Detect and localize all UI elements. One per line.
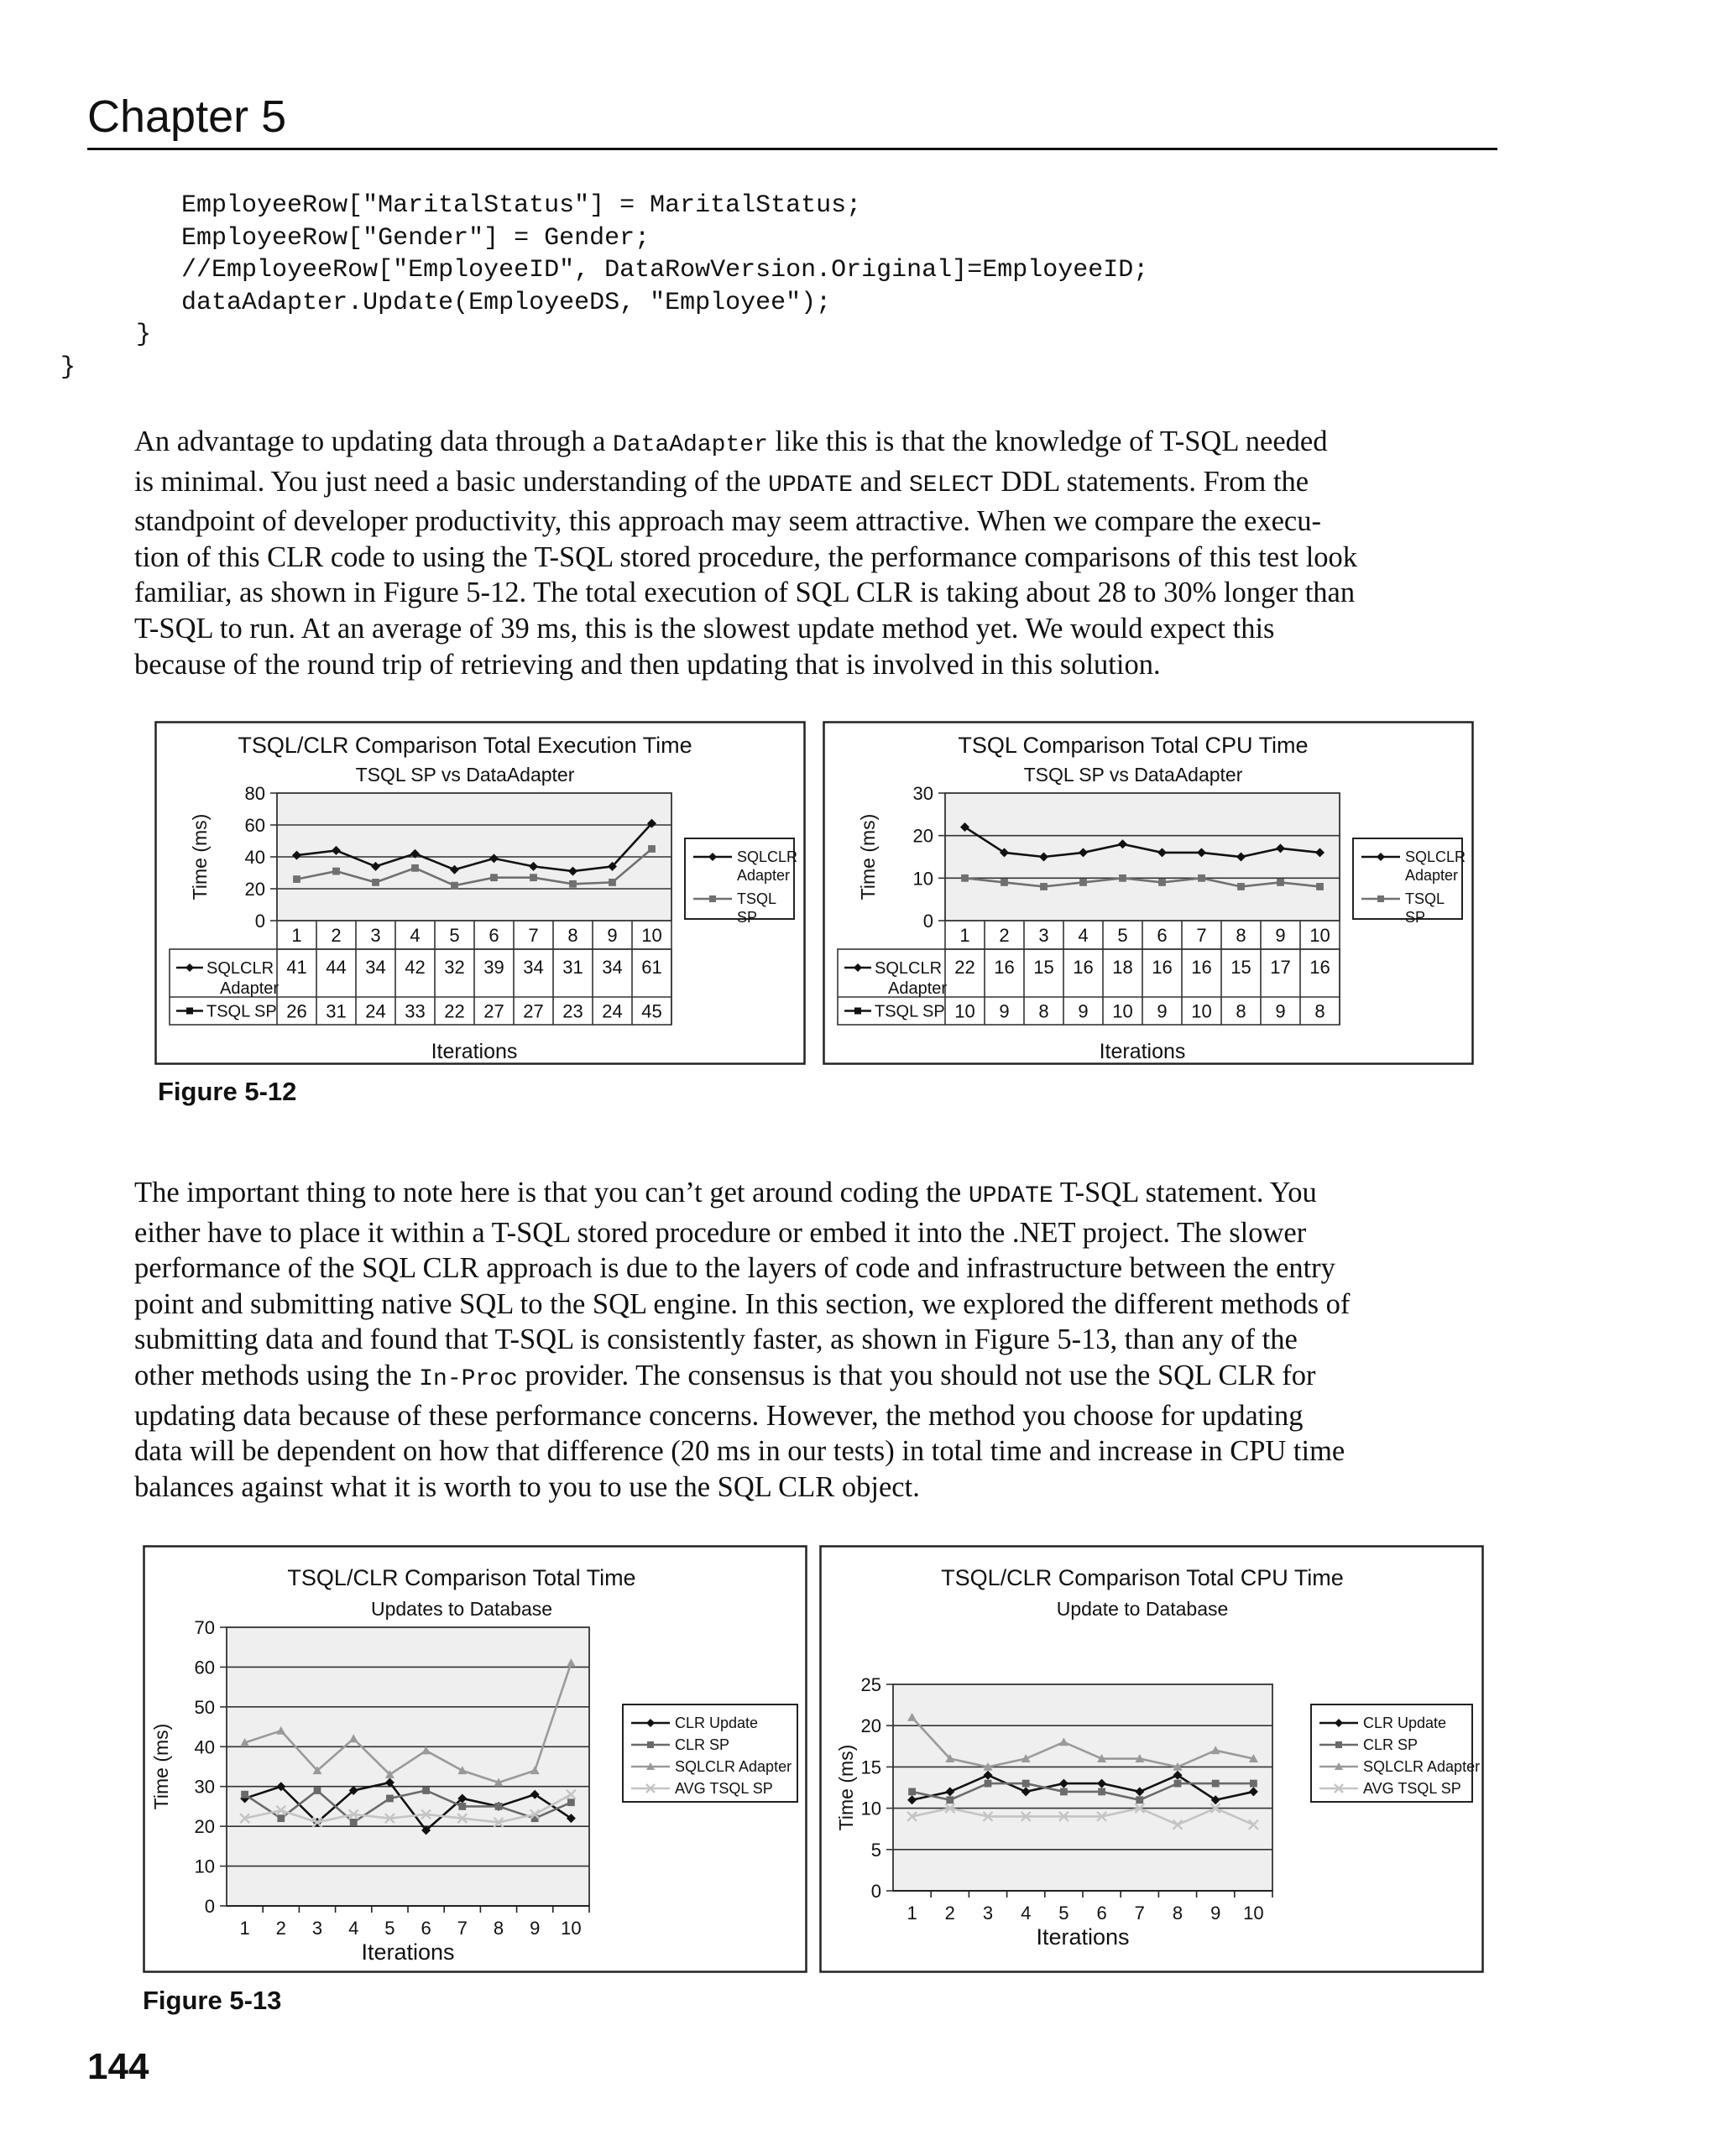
x-tick-label: 5: [384, 1918, 395, 1939]
data-point-tsql-sp: [451, 882, 458, 890]
data-point-tsql-sp: [1277, 879, 1284, 886]
table-legend-key-marker: [854, 1008, 861, 1015]
x-axis-label: Iterations: [1036, 1924, 1130, 1950]
x-tick-label: 7: [1196, 925, 1207, 946]
chart-title: TSQL/CLR Comparison Total CPU Time: [941, 1565, 1344, 1590]
data-point-clr-sp: [1022, 1780, 1030, 1788]
text-line: [134, 1175, 1494, 1215]
x-tick-label: 3: [311, 1918, 323, 1939]
y-axis-label: Time (ms): [150, 1723, 172, 1810]
data-label: 27: [523, 1000, 544, 1022]
chart-title: TSQL/CLR Comparison Total Execution Time: [238, 733, 692, 758]
data-label: 42: [405, 957, 426, 978]
legend-entry: CLR SP: [675, 1736, 730, 1753]
x-tick-label: 8: [1172, 1903, 1183, 1924]
data-point-clr-sp: [241, 1791, 248, 1798]
legend-entry: AVG TSQL SP: [1363, 1780, 1461, 1797]
y-tick-label: 20: [194, 1816, 215, 1838]
data-label: 39: [483, 957, 504, 978]
data-label: 18: [1112, 957, 1133, 978]
x-tick-label: 1: [907, 1903, 917, 1924]
data-point-clr-sp: [495, 1803, 503, 1810]
x-tick-label: 6: [489, 925, 499, 946]
x-tick-label: 5: [449, 925, 460, 946]
data-point-tsql-sp: [372, 879, 379, 886]
data-label: 22: [954, 957, 975, 978]
data-label: 61: [641, 957, 662, 978]
paragraph-1: [134, 424, 1494, 682]
legend-entry: TSQL: [737, 890, 777, 907]
x-tick-label: 6: [1157, 925, 1168, 946]
legend-key-marker: [1335, 1741, 1342, 1748]
legend-entry: SP: [737, 909, 758, 926]
x-tick-label: 3: [370, 925, 381, 946]
data-label: 10: [1112, 1000, 1133, 1022]
data-label: 17: [1270, 957, 1291, 978]
chart-total-cpu-time-adapter: [823, 721, 1474, 1065]
data-point-tsql-sp: [490, 874, 498, 881]
data-label: 15: [1033, 957, 1054, 978]
data-label: 8: [1038, 1000, 1049, 1022]
data-point-clr-sp: [277, 1814, 285, 1822]
x-tick-label: 6: [421, 1918, 431, 1939]
chart-subtitle: TSQL SP vs DataAdapter: [1023, 764, 1243, 786]
data-point-clr-sp: [567, 1798, 575, 1806]
y-tick-label: 30: [194, 1776, 215, 1798]
inline-code: DataAdapter: [613, 432, 768, 458]
data-label: 9: [1157, 1000, 1168, 1022]
data-label: 34: [365, 957, 386, 978]
code-block: [0, 190, 1148, 384]
x-tick-label: 10: [561, 1918, 582, 1939]
data-point-clr-sp: [1098, 1788, 1105, 1796]
data-label: 27: [483, 1000, 504, 1022]
legend-entry: SQLCLR Adapter: [675, 1758, 792, 1775]
chart-title: TSQL/CLR Comparison Total Time: [287, 1565, 636, 1590]
text-run: provider. The consensus is that you should not use the SQL CLR for: [517, 1359, 1316, 1391]
data-point-tsql-sp: [1198, 874, 1205, 882]
y-tick-label: 20: [244, 879, 265, 900]
x-tick-label: 10: [641, 925, 662, 946]
chart-subtitle: Update to Database: [1056, 1598, 1229, 1620]
chart-title: TSQL Comparison Total CPU Time: [958, 733, 1309, 758]
x-tick-label: 3: [982, 1903, 994, 1924]
table-row-label: Adapter: [220, 979, 280, 998]
data-point-clr-sp: [386, 1795, 394, 1803]
y-tick-label: 5: [870, 1839, 881, 1861]
y-tick-label: 20: [912, 825, 933, 847]
text-run: is minimal. You just need a basic understanding of the: [134, 465, 769, 498]
data-label: 22: [444, 1000, 465, 1022]
figure-5-12-caption: Figure 5-12: [158, 1077, 297, 1106]
data-label: 45: [641, 1000, 662, 1022]
page-number: 144: [87, 2046, 149, 2087]
text-line: [134, 1358, 1494, 1398]
data-point-tsql-sp: [961, 874, 969, 882]
text-line: either have to place it within a T-SQL stored procedure or embed it into the .NET project. The slower: [134, 1216, 1307, 1249]
text-line: standpoint of developer productivity, this approach may seem attractive. When we compare the execu-: [134, 505, 1321, 538]
data-point-clr-sp: [314, 1787, 321, 1794]
y-tick-label: 60: [244, 815, 265, 836]
y-tick-label: 0: [254, 911, 265, 932]
data-label: 34: [602, 957, 623, 978]
y-tick-label: 0: [870, 1881, 881, 1902]
data-label: 41: [286, 957, 307, 978]
legend-entry: CLR Update: [675, 1715, 759, 1731]
y-tick-label: 25: [860, 1674, 881, 1695]
data-point-clr-sp: [1136, 1796, 1143, 1804]
text-run: other methods using the: [134, 1359, 420, 1391]
text-line: [134, 464, 1494, 504]
data-point-clr-sp: [1250, 1780, 1257, 1788]
data-label: 24: [365, 1000, 386, 1022]
x-axis-label: Iterations: [361, 1939, 455, 1965]
code-line: EmployeeRow["MaritalStatus"] = MaritalStatus;: [0, 191, 862, 220]
data-label: 16: [1152, 957, 1173, 978]
data-point-tsql-sp: [332, 868, 340, 875]
x-tick-label: 2: [999, 925, 1010, 946]
y-tick-label: 40: [194, 1736, 215, 1758]
code-line: }: [0, 321, 152, 349]
data-label: 34: [523, 957, 544, 978]
y-tick-label: 50: [194, 1696, 215, 1718]
data-label: 16: [1073, 957, 1094, 978]
y-tick-label: 60: [194, 1657, 215, 1678]
data-label: 8: [1236, 1000, 1246, 1022]
code-line: EmployeeRow["Gender"] = Gender;: [0, 223, 651, 253]
chart-subtitle: TSQL SP vs DataAdapter: [355, 764, 575, 786]
data-label: 31: [562, 957, 583, 978]
paragraph-2: [134, 1175, 1494, 1505]
legend-entry: Adapter: [737, 867, 791, 884]
data-label: 9: [999, 1000, 1010, 1022]
y-tick-label: 0: [922, 911, 933, 932]
x-tick-label: 2: [944, 1903, 955, 1924]
y-axis-label: Time (ms): [189, 813, 211, 901]
data-label: 16: [1309, 957, 1330, 978]
text-run: and: [852, 465, 909, 498]
data-point-tsql-sp: [1158, 879, 1166, 886]
table-row-label: SQLCLR: [875, 959, 943, 978]
data-point-tsql-sp: [1040, 883, 1048, 890]
text-line: performance of the SQL CLR approach is due to the layers of code and infrastructure between the entry: [134, 1252, 1335, 1285]
x-tick-label: 1: [291, 925, 302, 946]
x-tick-label: 4: [348, 1918, 359, 1939]
data-label: 16: [1191, 957, 1212, 978]
data-point-clr-sp: [946, 1796, 954, 1804]
data-label: 8: [1314, 1000, 1325, 1022]
chart-total-time-updates: [143, 1545, 807, 1973]
x-tick-label: 7: [528, 925, 539, 946]
data-point-clr-sp: [1212, 1780, 1220, 1788]
y-tick-label: 15: [860, 1757, 881, 1778]
legend-entry: CLR SP: [1363, 1736, 1419, 1753]
data-label: 44: [326, 957, 347, 978]
x-tick-label: 9: [530, 1918, 541, 1939]
y-tick-label: 20: [860, 1715, 881, 1737]
data-label: 32: [444, 957, 465, 978]
x-tick-label: 1: [959, 925, 970, 946]
x-tick-label: 3: [1038, 925, 1049, 946]
text-line: point and submitting native SQL to the SQL engine. In this section, we explored the different methods of: [134, 1287, 1351, 1320]
table-row-label: Adapter: [888, 979, 948, 998]
legend-entry: AVG TSQL SP: [675, 1780, 773, 1797]
text-line: data will be dependent on how that difference (20 ms in our tests) in total time and increase in CPU time: [134, 1435, 1345, 1468]
data-point-tsql-sp: [530, 874, 537, 881]
text-line: tion of this CLR code to using the T-SQL stored procedure, the performance comparisons of this test look: [134, 540, 1358, 573]
figure-5-13-caption: Figure 5-13: [143, 1986, 282, 2015]
y-tick-label: 0: [204, 1896, 215, 1917]
data-point-clr-sp: [1060, 1788, 1068, 1796]
data-point-tsql-sp: [293, 875, 300, 883]
chart-total-cpu-time-updates: [819, 1545, 1484, 1973]
data-label: 33: [405, 1000, 426, 1022]
x-tick-label: 7: [1134, 1903, 1145, 1924]
legend-key-marker: [709, 895, 716, 902]
data-point-tsql-sp: [609, 879, 616, 886]
text-line: submitting data and found that T-SQL is consistently faster, as shown in Figure 5-13, than any of the: [134, 1323, 1298, 1356]
data-point-tsql-sp: [1119, 874, 1126, 882]
x-tick-label: 8: [1236, 925, 1246, 946]
x-axis-label: Iterations: [431, 1040, 518, 1063]
code-line: //EmployeeRow["EmployeeID", DataRowVersion.Original]=EmployeeID;: [0, 256, 1149, 285]
text-line: balances against what it is worth to you to use the SQL CLR object.: [134, 1470, 920, 1503]
text-run: The important thing to note here is that you can’t get around coding the: [134, 1177, 969, 1209]
legend-entry: TSQL: [1405, 890, 1445, 907]
data-label: 31: [326, 1000, 347, 1022]
legend-entry: SQLCLR: [1405, 848, 1466, 865]
text-line: because of the round trip of retrieving and then updating that is involved in this solution.: [134, 648, 1161, 681]
x-tick-label: 2: [275, 1918, 286, 1939]
legend-key-marker: [1377, 895, 1384, 902]
data-label: 10: [954, 1000, 975, 1022]
data-point-tsql-sp: [648, 845, 656, 853]
data-point-tsql-sp: [569, 880, 577, 888]
text-line: T-SQL to run. At an average of 39 ms, this is the slowest update method yet. We would expect this: [134, 612, 1275, 645]
data-point-tsql-sp: [1237, 883, 1245, 890]
data-point-tsql-sp: [1001, 879, 1008, 886]
y-tick-label: 10: [912, 868, 933, 890]
y-tick-label: 80: [244, 783, 265, 804]
y-tick-label: 10: [860, 1798, 881, 1819]
data-point-clr-sp: [985, 1780, 992, 1788]
y-axis-label: Time (ms): [835, 1744, 857, 1831]
data-point-clr-sp: [350, 1819, 358, 1826]
x-tick-label: 7: [457, 1918, 468, 1939]
inline-code: UPDATE: [768, 472, 853, 499]
x-tick-label: 8: [567, 925, 578, 946]
data-point-tsql-sp: [411, 864, 419, 872]
data-label: 10: [1191, 1000, 1212, 1022]
x-axis-label: Iterations: [1099, 1040, 1186, 1063]
data-point-clr-sp: [908, 1788, 916, 1796]
table-row-label: TSQL SP: [875, 1002, 945, 1021]
x-tick-label: 9: [607, 925, 618, 946]
data-label: 24: [602, 1000, 623, 1022]
data-label: 16: [994, 957, 1015, 978]
text-run: An advantage to updating data through a: [134, 425, 614, 457]
y-axis-label: Time (ms): [857, 813, 879, 901]
data-point-tsql-sp: [1316, 883, 1324, 890]
data-point-tsql-sp: [1079, 879, 1087, 886]
text-line: [134, 424, 1494, 464]
legend-entry: SQLCLR: [737, 848, 798, 865]
x-tick-label: 4: [1078, 925, 1089, 946]
legend-entry: SP: [1405, 909, 1426, 926]
legend-entry: Adapter: [1405, 867, 1459, 884]
data-point-clr-sp: [1174, 1780, 1182, 1788]
table-legend-key-marker: [186, 1008, 193, 1015]
x-tick-label: 6: [1096, 1903, 1107, 1924]
table-row-label: SQLCLR: [206, 959, 274, 978]
x-tick-label: 5: [1058, 1903, 1069, 1924]
legend-key-marker: [647, 1741, 654, 1748]
inline-code: In-Proc: [419, 1365, 518, 1392]
text-run: like this is that the knowledge of T-SQL needed: [767, 425, 1328, 457]
data-label: 23: [562, 1000, 583, 1022]
inline-code: UPDATE: [968, 1183, 1053, 1209]
y-tick-label: 30: [912, 783, 933, 804]
x-tick-label: 8: [493, 1918, 504, 1939]
data-label: 9: [1078, 1000, 1089, 1022]
legend-entry: SQLCLR Adapter: [1363, 1758, 1481, 1775]
data-label: 9: [1275, 1000, 1286, 1022]
x-tick-label: 10: [1243, 1903, 1264, 1924]
legend-entry: CLR Update: [1363, 1715, 1447, 1731]
text-run: DDL statements. From the: [993, 465, 1309, 498]
chapter-header: [87, 87, 1497, 150]
inline-code: SELECT: [908, 472, 994, 499]
table-row-label: TSQL SP: [206, 1002, 277, 1021]
x-tick-label: 4: [1021, 1903, 1032, 1924]
data-label: 26: [286, 1000, 307, 1022]
x-tick-label: 4: [410, 925, 421, 946]
chart-total-execution-time: [154, 721, 806, 1065]
text-line: updating data because of these performance concerns. However, the method you choose for updating: [134, 1399, 1304, 1432]
x-tick-label: 10: [1309, 925, 1330, 946]
chart-subtitle: Updates to Database: [370, 1598, 553, 1620]
y-tick-label: 70: [194, 1617, 215, 1638]
text-line: familiar, as shown in Figure 5-12. The total execution of SQL CLR is taking about 28 to 30% longer than: [134, 577, 1356, 609]
code-line: dataAdapter.Update(EmployeeDS, "Employee");: [0, 288, 832, 317]
x-tick-label: 2: [331, 925, 342, 946]
x-tick-label: 9: [1210, 1903, 1221, 1924]
data-label: 15: [1230, 957, 1251, 978]
x-tick-label: 9: [1275, 925, 1286, 946]
chapter-title: Chapter 5: [87, 91, 287, 142]
code-line: }: [0, 352, 76, 382]
x-tick-label: 1: [239, 1918, 250, 1939]
y-tick-label: 40: [244, 847, 265, 868]
data-point-clr-sp: [422, 1787, 430, 1794]
x-tick-label: 5: [1117, 925, 1128, 946]
data-point-clr-sp: [458, 1803, 466, 1810]
y-tick-label: 10: [194, 1856, 215, 1877]
text-run: T-SQL statement. You: [1053, 1177, 1317, 1209]
